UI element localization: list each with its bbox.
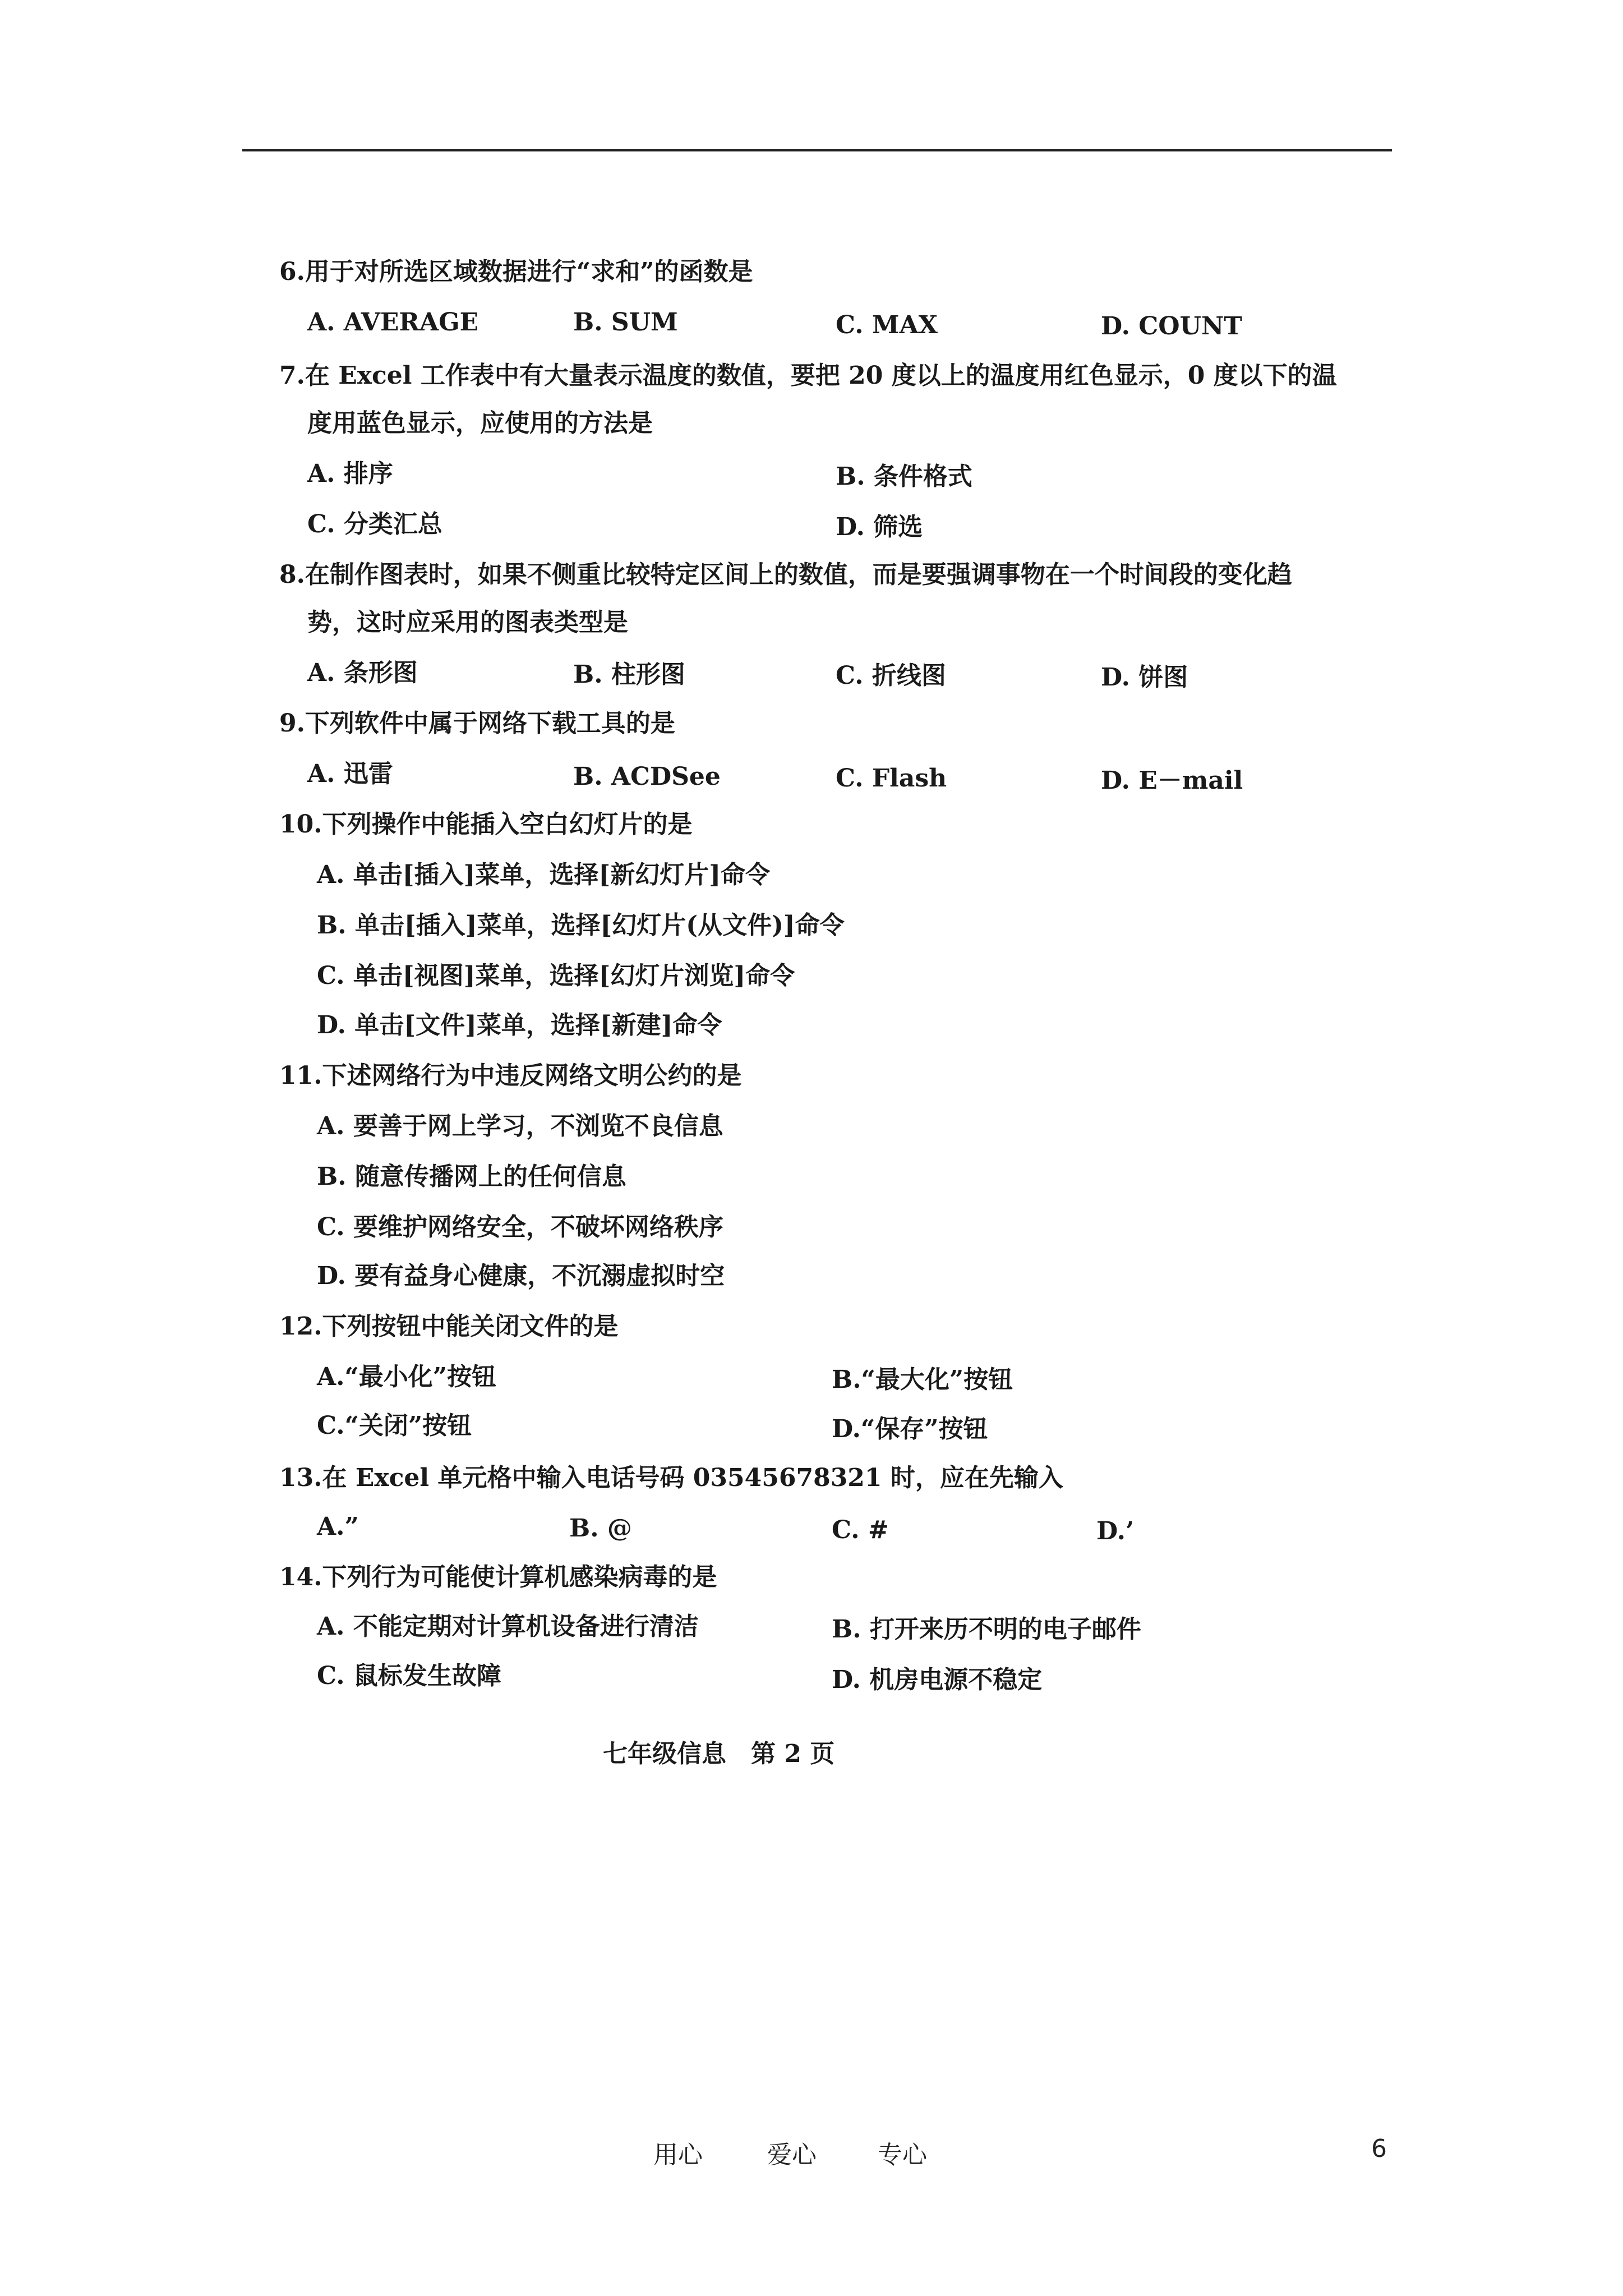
question-12-option-b: B.“最大化”按钮 [832,1365,1013,1394]
footer-motto-3: 专心 [878,2141,927,2169]
question-14-option-c: C. 鼠标发生故障 [317,1662,501,1690]
question-10-option-d: D. 单击[文件]菜单，选择[新建]命令 [317,1011,722,1039]
question-6-option-c: C. MAX [836,311,938,339]
question-9-stem: 9.下列软件中属于网络下载工具的是 [279,709,675,738]
question-6-option-a: A. AVERAGE [307,308,479,337]
question-13-stem: 13.在 Excel 单元格中输入电话号码 03545678321 时，应在先输入 [279,1464,1063,1492]
footer-motto-1: 用心 [653,2141,703,2169]
question-9-option-a: A. 迅雷 [307,760,393,788]
header-rule [242,149,1392,151]
question-13-option-d: D.’ [1096,1517,1135,1545]
question-8-stem-line1: 8.在制作图表时，如果不侧重比较特定区间上的数值，而是要强调事物在一个时间段的变化趋 [279,560,1292,589]
question-12-option-a: A.“最小化”按钮 [317,1363,497,1391]
question-10-option-c: C. 单击[视图]菜单，选择[幻灯片浏览]命令 [317,961,795,990]
footer-motto-2: 爱心 [767,2141,817,2169]
question-8-option-c: C. 折线图 [836,661,946,690]
question-10-stem: 10.下列操作中能插入空白幻灯片的是 [279,810,693,839]
question-8-stem-line2: 势，这时应采用的图表类型是 [307,608,628,637]
question-9-option-c: C. Flash [836,764,947,793]
question-8-option-d: D. 饼图 [1101,663,1188,692]
question-8-option-b: B. 柱形图 [573,660,685,689]
question-11-option-b: B. 随意传播网上的任何信息 [317,1162,626,1191]
question-7-option-b: B. 条件格式 [836,462,972,491]
question-10-option-b: B. 单击[插入]菜单，选择[幻灯片(从文件)]命令 [317,911,845,940]
question-9-option-d: D. E－mail [1101,766,1243,795]
question-6-option-b: B. SUM [573,308,678,337]
question-14-option-d: D. 机房电源不稳定 [832,1665,1043,1694]
question-12-option-d: D.“保存”按钮 [832,1415,988,1443]
question-14-option-b: B. 打开来历不明的电子邮件 [832,1615,1141,1644]
question-7-stem-line1: 7.在 Excel 工作表中有大量表示温度的数值，要把 20 度以上的温度用红色显示，0 度以下的温 [279,361,1337,390]
question-13-option-a: A.” [317,1512,359,1541]
question-12-stem: 12.下列按钮中能关闭文件的是 [279,1312,619,1341]
question-13-option-c: C. # [832,1516,889,1544]
question-7-stem-line2: 度用蓝色显示，应使用的方法是 [307,409,653,438]
question-7-option-a: A. 排序 [307,459,393,488]
question-8-option-a: A. 条形图 [307,659,418,687]
question-7-option-c: C. 分类汇总 [307,510,442,539]
question-11-option-c: C. 要维护网络安全，不破坏网络秩序 [317,1213,723,1241]
question-11-stem: 11.下述网络行为中违反网络文明公约的是 [279,1061,742,1090]
question-7-option-d: D. 筛选 [836,513,923,541]
question-14-stem: 14.下列行为可能使计算机感染病毒的是 [279,1563,717,1591]
question-14-option-a: A. 不能定期对计算机设备进行清洁 [317,1612,699,1641]
question-9-option-b: B. ACDSee [573,762,721,791]
question-6-stem: 6.用于对所选区域数据进行“求和”的函数是 [279,257,753,286]
question-12-option-c: C.“关闭”按钮 [317,1411,472,1440]
question-6-option-d: D. COUNT [1101,312,1242,341]
question-10-option-a: A. 单击[插入]菜单，选择[新幻灯片]命令 [317,861,771,889]
exam-page-label: 七年级信息 第 2 页 [603,1740,835,1768]
question-13-option-b: B. @ [569,1514,632,1543]
question-11-option-d: D. 要有益身心健康，不沉溺虚拟时空 [317,1262,725,1290]
question-11-option-a: A. 要善于网上学习，不浏览不良信息 [317,1112,723,1140]
page-number: 6 [1371,2134,1387,2163]
